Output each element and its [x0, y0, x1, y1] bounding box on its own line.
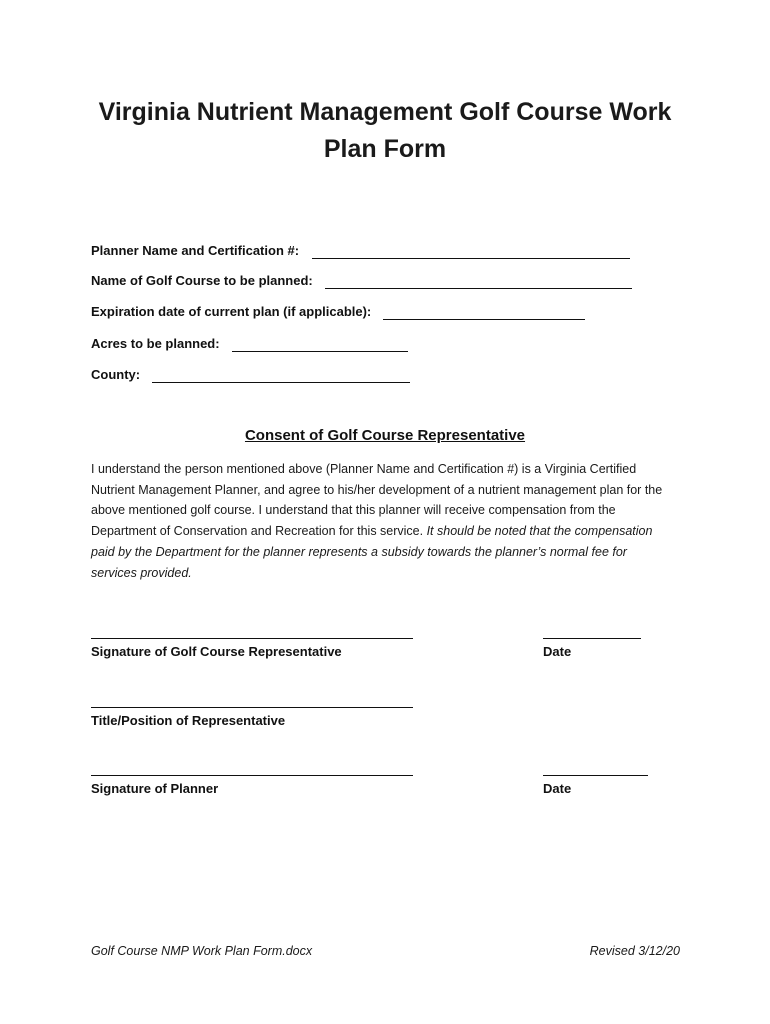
golf-course-name-label: Name of Golf Course to be planned:: [91, 273, 313, 288]
expiration-date-field[interactable]: [383, 305, 585, 320]
footer-filename: Golf Course NMP Work Plan Form.docx: [91, 944, 313, 958]
title-line-2: Plan Form: [323, 135, 447, 163]
page-title: [80, 94, 690, 168]
golf-course-name-field[interactable]: [325, 274, 632, 289]
title-position-label: Title/Position of Representative: [91, 713, 286, 728]
planner-signature-line[interactable]: [91, 775, 413, 776]
consent-paragraph: [91, 459, 671, 583]
rep-date-label: Date: [543, 644, 572, 659]
title-line-1: Virginia Nutrient Management Golf Course Work: [98, 98, 672, 126]
rep-date-line[interactable]: [543, 638, 641, 639]
consent-heading: Consent of Golf Course Representative: [244, 427, 526, 444]
golf-course-name-row: [91, 271, 632, 289]
expiration-date-row: [91, 302, 585, 320]
title-position-line[interactable]: [91, 707, 413, 708]
county-row: [91, 365, 410, 383]
rep-signature-line[interactable]: [91, 638, 413, 639]
planner-name-label: Planner Name and Certification #:: [91, 243, 300, 258]
county-field[interactable]: [152, 368, 410, 383]
acres-label: Acres to be planned:: [91, 336, 220, 351]
planner-name-row: [91, 241, 630, 259]
planner-date-line[interactable]: [543, 775, 648, 776]
planner-name-field[interactable]: [312, 244, 630, 259]
expiration-date-label: Expiration date of current plan (if applicable):: [91, 304, 372, 319]
acres-row: [91, 334, 408, 352]
county-label: County:: [91, 367, 141, 382]
consent-text: I understand the person mentioned above (Planner Name and Certification #) is a Virginia Certified Nutrient Management Planner, and agree to his/her development of a nutrient management plan for the above mentioned golf course. I understand that this planner will receive compensation from the Department of Conservation and Recreation for this service.: [91, 462, 663, 539]
planner-date-label: Date: [543, 781, 572, 796]
consent-note: It should be noted that the compensation paid by the Department for the planner represents a subsidy towards the planner’s normal fee for services provided.: [91, 524, 653, 580]
acres-field[interactable]: [232, 337, 408, 352]
planner-signature-label: Signature of Planner: [91, 781, 219, 796]
footer-revised: Revised 3/12/20: [589, 944, 680, 958]
rep-signature-label: Signature of Golf Course Representative: [91, 644, 342, 659]
